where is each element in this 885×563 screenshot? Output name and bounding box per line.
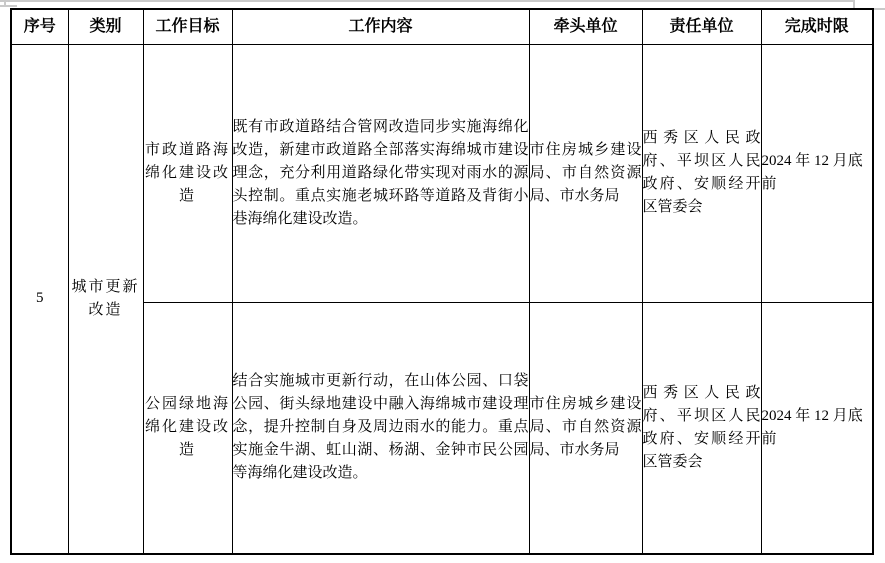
cell-responsible-unit: 西秀区人民政府、平坝区人民政府、安顺经开区管委会 [642, 44, 761, 302]
work-plan-table [10, 8, 874, 555]
cell-content: 结合实施城市更新行动，在山体公园、口袋公园、街头绿地建设中融入海绵城市建设理念，提升控制自身及周边雨水的能力。重点实施金牛湖、虹山湖、杨湖、金钟市民公园等海绵化建设改造。 [232, 302, 529, 554]
table-row [11, 44, 873, 302]
column-header-goal: 工作目标 [143, 9, 232, 44]
cell-category: 城市更新改造 [68, 44, 143, 554]
column-header-responsible-unit: 责任单位 [642, 9, 761, 44]
cell-content: 既有市政道路结合管网改造同步实施海绵化改造，新建市政道路全部落实海绵城市建设理念，充分利用道路绿化带实现对雨水的源头控制。重点实施老城环路等道路及背街小巷海绵化建设改造。 [232, 44, 529, 302]
column-header-serial: 序号 [11, 9, 68, 44]
column-header-lead-unit: 牵头单位 [529, 9, 642, 44]
gridline-artifact-left-horizontal [0, 5, 17, 7]
gridline-artifact-top [0, 0, 853, 2]
cell-deadline: 2024 年 12 月底前 [761, 44, 873, 302]
cell-goal: 市政道路海绵化建设改造 [143, 44, 232, 302]
cell-responsible-unit: 西秀区人民政府、平坝区人民政府、安顺经开区管委会 [642, 302, 761, 554]
cell-deadline: 2024 年 12 月底前 [761, 302, 873, 554]
cell-serial-number: 5 [11, 44, 68, 554]
table-header-row [11, 9, 873, 44]
cell-lead-unit: 市住房城乡建设局、市自然资源局、市水务局 [529, 302, 642, 554]
cell-goal: 公园绿地海绵化建设改造 [143, 302, 232, 554]
column-header-category: 类别 [68, 9, 143, 44]
column-header-deadline: 完成时限 [761, 9, 873, 44]
column-header-content: 工作内容 [232, 9, 529, 44]
cell-lead-unit: 市住房城乡建设局、市自然资源局、市水务局 [529, 44, 642, 302]
